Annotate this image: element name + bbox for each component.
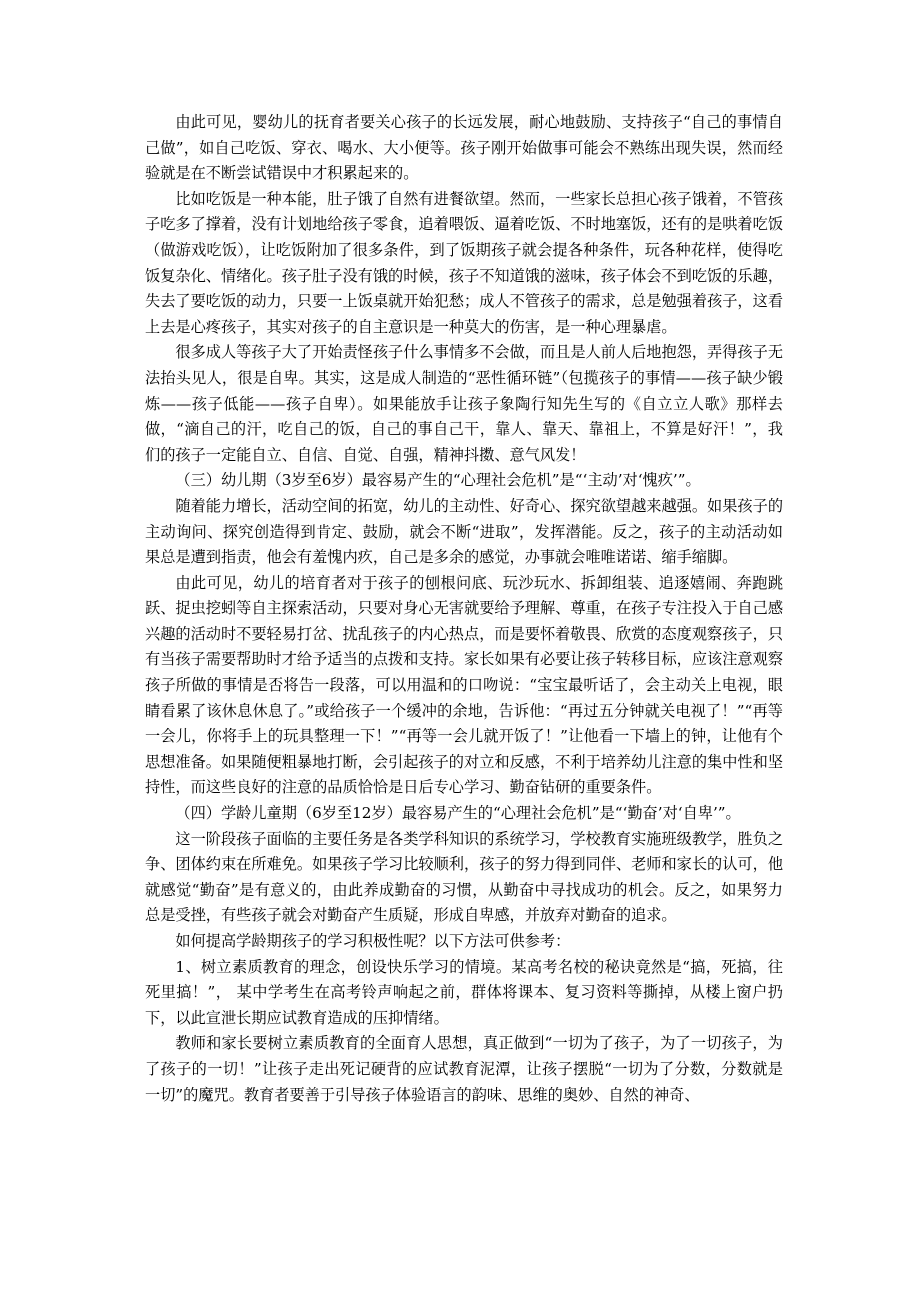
paragraph-eating-example: 比如吃饭是一种本能，肚子饿了自然有进餐欲望。然而，一些家长总担心孩子饿着，不管孩子吃多了撑着，没有计划地给孩子零食，追着喂饭、逼着吃饭、不时地塞饭，还有的是哄着吃饭（做游戏吃饭），让吃饭附加了很多条件，到了饭期孩子就会提各种条件，玩各种花样，使得吃饭复杂化、情绪化。孩子肚子没有饿的时候，孩子不知道饿的滋味，孩子体会不到吃饭的乐趣，失去了要吃饭的动力，只要一上饭桌就开始犯愁；成人不管孩子的需求，总是勉强着孩子，这看上去是心疼孩子，其实对孩子的自主意识是一种莫大的伤害，是一种心理暴虐。 [145,189,783,336]
paragraph-quality-education: 教师和家长要树立素质教育的全面育人思想，真正做到“一切为了孩子，为了一切孩子，为了孩子的一切！”让孩子走出死记硬背的应试教育泥潭，让孩子摆脱“一切为了分数，分数就是一切”的魔咒。教育者要善于引导孩子体验语言的韵味、思维的奥妙、自然的神奇、 [145,1034,783,1104]
paragraph-vicious-cycle: 很多成人等孩子大了开始责怪孩子什么事情多不会做，而且是人前人后地抱怨，弄得孩子无法抬头见人，很是自卑。其实，这是成人制造的“恶性循环链”（包揽孩子的事情——孩子缺少锻炼——孩子低能——孩子自卑）。如果能放手让孩子象陶行知先生写的《自立立人歌》那样去做，“滴自己的汗，吃自己的饭，自己的事自己干，靠人、靠天、靠祖上，不算是好汗！”，我们的孩子一定能自立、自信、自觉、自强，精神抖擞、意气风发！ [145,343,783,464]
paragraph-school-tasks: 这一阶段孩子面临的主要任务是各类学科知识的系统学习，学校教育实施班级教学，胜负之争、团体约束在所难免。如果孩子学习比较顺利，孩子的努力得到同伴、老师和家长的认可，他就感觉“勤奋”是有意义的，由此养成勤奋的习惯，从勤奋中寻找成功的机会。反之，如果努力总是受挫，有些孩子就会对勤奋产生质疑，形成自卑感，并放弃对勤奋的追求。 [145,829,783,925]
section-heading-school-age: （四）学龄儿童期（6岁至12岁）最容易产生的“心理社会危机”是“‘勤奋’对‘自卑’”。 [175,804,741,823]
paragraph-methods-intro: 如何提高学龄期孩子的学习积极性呢？以下方法可供参考： [175,932,571,950]
document-page [145,110,783,1108]
section-heading-early-childhood: （三）幼儿期（3岁至6岁）最容易产生的“心理社会危机”是“‘主动’对‘愧疚’”。 [175,471,701,490]
paragraph-infant-caregivers: 由此可见，婴幼儿的抚育者要关心孩子的长远发展，耐心地鼓励、支持孩子“自己的事情自己做”，如自己吃饭、穿衣、喝水、大小便等。孩子刚开始做事可能会不熟练出现失误，然而经验就是在不断尝试错误中才积累起来的。 [145,113,783,183]
paragraph-initiative: 随着能力增长，活动空间的拓宽，幼儿的主动性、好奇心、探究欲望越来越强。如果孩子的主动询问、探究创造得到肯定、鼓励，就会不断“进取”，发挥潜能。反之，孩子的主动活动如果总是遭到指责，他会有羞愧内疚，自己是多余的感觉，办事就会唯唯诺诺、缩手缩脚。 [145,496,783,567]
paragraph-exploration: 由此可见，幼儿的培育者对于孩子的刨根问底、玩沙玩水、拆卸组装、追逐嬉闹、奔跑跳跃、捉虫挖蚓等自主探索活动，只要对身心无害就要给予理解、尊重，在孩子专注投入于自己感兴趣的活动时不要轻易打岔、扰乱孩子的内心热点，而是要怀着敬畏、欣赏的态度观察孩子，只有当孩子需要帮助时才给予适当的点拨和支持。家长如果有必要让孩子转移目标，应该注意观察孩子所做的事情是否将告一段落，可以用温和的口吻说：“宝宝最听话了，会主动关上电视，眼睛看累了该休息休息了。”或给孩子一个缓冲的余地，告诉他：“再过五分钟就关电视了！”“再等一会儿，你将手上的玩具整理一下！”“再等一会儿就开饭了！”让他看一下墙上的钟，让他有个思想准备。如果随便粗暴地打断，会引起孩子的对立和反感，不利于培养幼儿注意的集中性和坚持性，而这些良好的注意的品质恰恰是日后专心学习、勤奋钻研的重要条件。 [145,573,783,797]
paragraph-method-1: 1、树立素质教育的理念，创设快乐学习的情境。某高考名校的秘诀竟然是“搞，死搞，往死里搞！”， 某中学考生在高考铃声响起之前，群体将课本、复习资料等撕掉，从楼上窗户扔下，以此宣泄长期应试教育造成的压抑情绪。 [145,957,783,1027]
